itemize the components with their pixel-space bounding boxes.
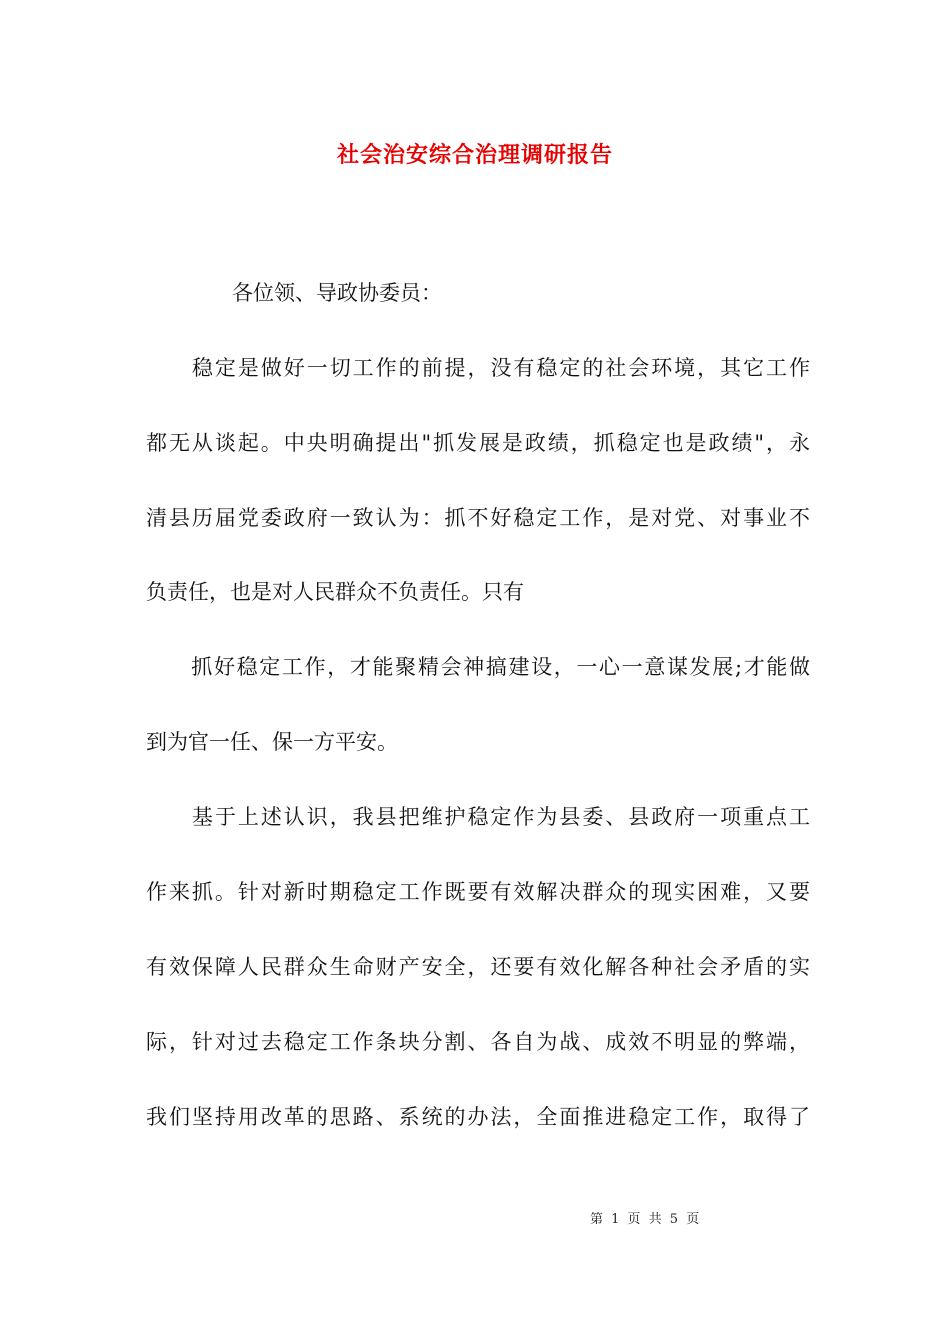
body-line: 到为官一任、保一方平安。 (146, 730, 398, 754)
body-line: 稳定是做好一切工作的前提，没有稳定的社会环境，其它工作 (146, 356, 810, 380)
body-line: 清县历届党委政府一致认为：抓不好稳定工作，是对党、对事业不 (146, 506, 810, 530)
body-line: 作来抓。针对新时期稳定工作既要有效解决群众的现实困难，又要 (146, 880, 810, 904)
body-line: 我们坚持用改革的思路、系统的办法，全面推进稳定工作，取得了 (146, 1105, 810, 1129)
body-line: 基于上述认识，我县把维护稳定作为县委、县政府一项重点工 (146, 805, 810, 829)
body-line: 都无从谈起。中央明确提出"抓发展是政绩，抓稳定也是政绩"，永 (146, 431, 810, 455)
document-title: 社会治安综合治理调研报告 (336, 142, 613, 168)
salutation: 各位领、导政协委员： (232, 281, 442, 305)
body-line: 负责任，也是对人民群众不负责任。只有 (146, 580, 524, 604)
page-number-footer: 第 1 页 共 5 页 (590, 1212, 702, 1227)
body-line: 际，针对过去稳定工作条块分割、各自为战、成效不明显的弊端， (146, 1030, 810, 1054)
body-line: 有效保障人民群众生命财产安全，还要有效化解各种社会矛盾的实 (146, 955, 810, 979)
body-line: 抓好稳定工作，才能聚精会神搞建设，一心一意谋发展;才能做 (146, 655, 810, 679)
